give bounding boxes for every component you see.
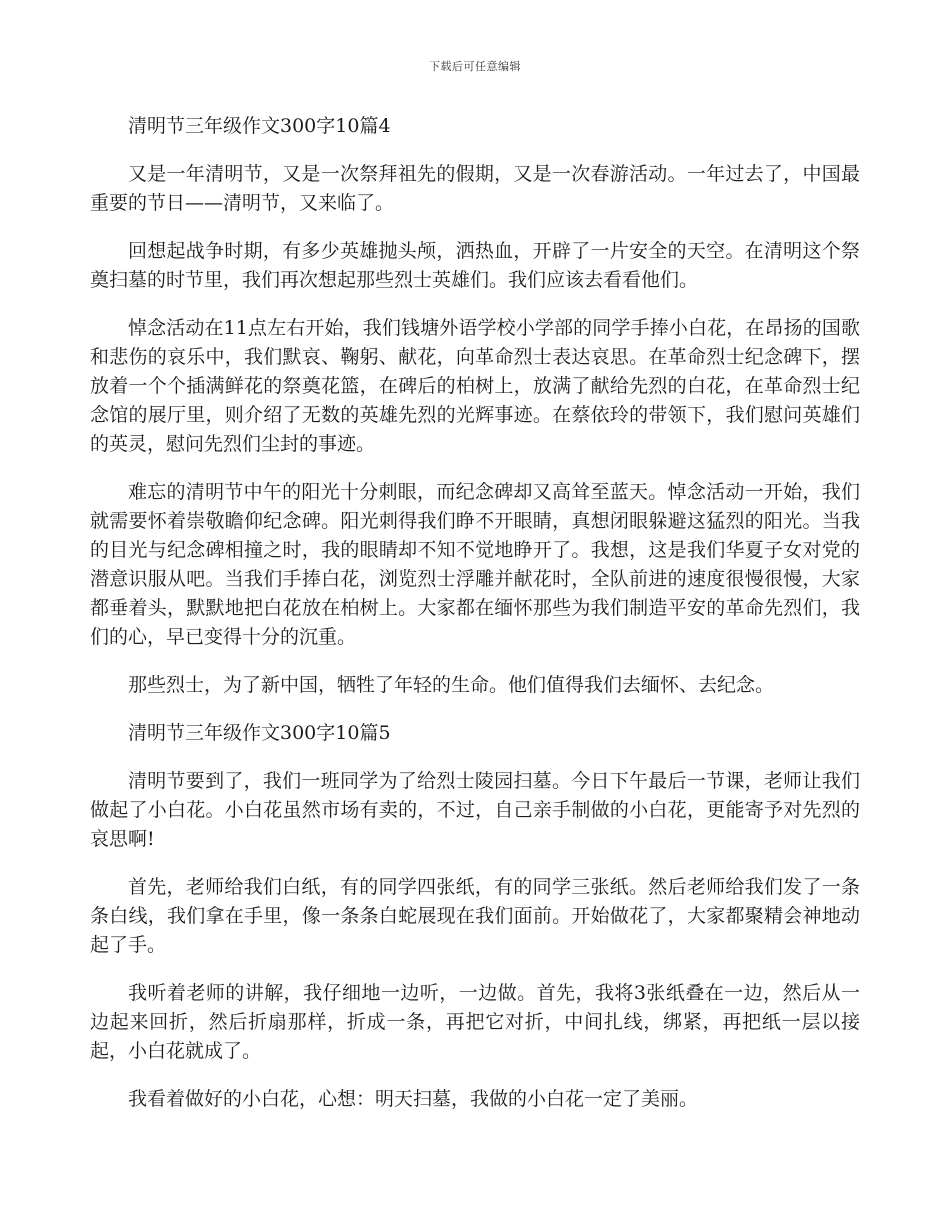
document-body xyxy=(90,112,860,1133)
paragraph: 那些烈士，为了新中国，牺牲了年轻的生命。他们值得我们去缅怀、去纪念。 xyxy=(128,674,775,696)
section-title-4: 清明节三年级作文300字10篇4 xyxy=(128,115,391,137)
paragraph: 我看着做好的小白花，心想：明天扫墓，我做的小白花一定了美丽。 xyxy=(128,1088,699,1110)
paragraph: 我听着老师的讲解，我仔细地一边听，一边做。首先，我将3张纸叠在一边，然后从一边起来回折，然后折扇那样，折成一条，再把它对折，中间扎线，绑紧，再把纸一层以接起，小白花就成了。 xyxy=(90,982,860,1062)
section-title-5: 清明节三年级作文300字10篇5 xyxy=(128,722,391,744)
paragraph: 又是一年清明节，又是一次祭拜祖先的假期，又是一次春游活动。一年过去了，中国最重要的节日——清明节，又来临了。 xyxy=(90,163,860,214)
paragraph: 回想起战争时期，有多少英雄抛头颅，洒热血，开辟了一片安全的天空。在清明这个祭奠扫墓的时节里，我们再次想起那些烈士英雄们。我们应该去看看他们。 xyxy=(90,240,860,291)
paragraph: 悼念活动在11点左右开始，我们钱塘外语学校小学部的同学手捧小白花，在昂扬的国歌和悲伤的哀乐中，我们默哀、鞠躬、献花，向革命烈士表达哀思。在革命烈士纪念碑下，摆放着一个个插满鲜花的祭奠花篮，在碑后的柏树上，放满了献给先烈的白花，在革命烈士纪念馆的展厅里，则介绍了无数的英雄先烈的光辉事迹。在蔡依玲的带领下，我们慰问英雄们的英灵，慰问先烈们尘封的事迹。 xyxy=(90,317,860,455)
paragraph: 清明节要到了，我们一班同学为了给烈士陵园扫墓。今日下午最后一节课，老师让我们做起了小白花。小白花虽然市场有卖的，不过，自己亲手制做的小白花，更能寄予对先烈的哀思啊! xyxy=(90,770,860,850)
page-header: 下载后可任意编辑 xyxy=(429,60,521,73)
paragraph: 难忘的清明节中午的阳光十分刺眼，而纪念碑却又高耸至蓝天。悼念活动一开始，我们就需要怀着崇敬瞻仰纪念碑。阳光刺得我们睁不开眼睛，真想闭眼躲避这猛烈的阳光。当我的目光与纪念碑相撞之时，我的眼睛却不知不觉地睁开了。我想，这是我们华夏子女对党的潜意识服从吧。当我们手捧白花，浏览烈士浮雕并献花时，全队前进的速度很慢很慢，大家都垂着头，默默地把白花放在柏树上。大家都在缅怀那些为我们制造平安的革命先烈们，我们的心，早已变得十分的沉重。 xyxy=(90,481,860,648)
paragraph: 首先，老师给我们白纸，有的同学四张纸，有的同学三张纸。然后老师给我们发了一条条白线，我们拿在手里，像一条条白蛇展现在我们面前。开始做花了，大家都聚精会神地动起了手。 xyxy=(90,876,860,956)
